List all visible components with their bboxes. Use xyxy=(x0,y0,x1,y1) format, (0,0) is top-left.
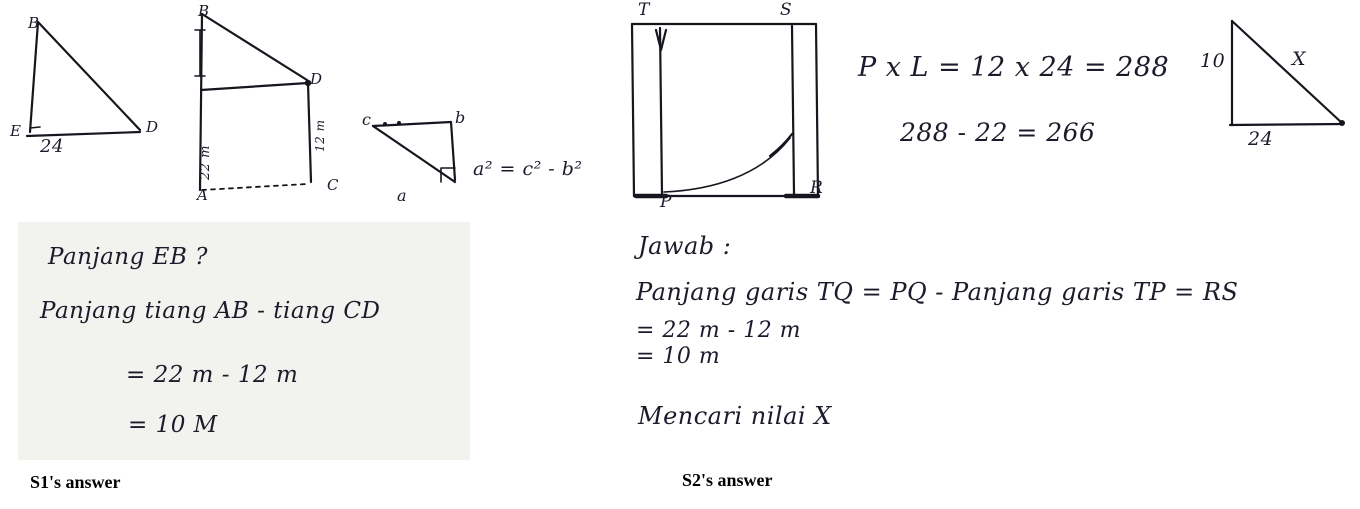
s2-tri-base-label-24: 24 xyxy=(1248,128,1274,150)
s2-rect-vertex-r: R xyxy=(810,178,824,198)
s1-answer-line-4: = 10 M xyxy=(128,412,218,438)
s2-answer-line-4: = 10 m xyxy=(636,344,721,369)
s1-answer-line-3: = 22 m - 12 m xyxy=(126,362,299,388)
s1-answer-line-1: Panjang EB ? xyxy=(48,244,208,270)
s1-answer-region xyxy=(18,222,470,460)
s2-answer-panel xyxy=(600,0,1360,509)
s2-calc-line-1: P x L = 12 x 24 = 288 xyxy=(858,52,1170,83)
s2-triangle-figure xyxy=(1200,5,1360,145)
s2-rectangle-figure xyxy=(620,10,840,210)
s1-trap-vertex-a: A xyxy=(197,186,209,204)
s2-tri-vertical-label-10: 10 xyxy=(1200,50,1226,72)
s1-pythagoras-formula: a² = c² - b² xyxy=(473,158,583,180)
s2-rect-vertex-t: T xyxy=(638,0,650,20)
s1-rt-vertex-c: c xyxy=(362,110,372,129)
s1-trap-left-length-22m: 22 m xyxy=(198,144,213,180)
s1-vertex-label-e: E xyxy=(10,122,22,140)
s2-answer-line-1: Jawab : xyxy=(638,232,732,260)
s1-vertex-label-b: B xyxy=(28,14,40,32)
s1-caption: S1's answer xyxy=(30,472,121,492)
s2-caption: S2's answer xyxy=(682,470,773,490)
s2-calc-line-2: 288 - 22 = 266 xyxy=(900,118,1096,147)
s2-tri-hypotenuse-label-x: X xyxy=(1292,48,1307,70)
s1-trap-right-length-12m: 12 m xyxy=(313,119,327,152)
s1-vertex-label-d: D xyxy=(146,118,159,136)
s1-answer-panel xyxy=(0,0,600,509)
s2-rect-vertex-p: P xyxy=(660,192,672,212)
s1-trap-vertex-c: C xyxy=(327,176,339,194)
s1-base-length-24: 24 xyxy=(40,136,64,157)
s1-rt-vertex-b: b xyxy=(455,108,466,127)
s2-answer-line-5: Mencari nilai X xyxy=(638,402,832,430)
s1-right-triangle-figure xyxy=(355,100,495,210)
s1-answer-line-2: Panjang tiang AB - tiang CD xyxy=(40,298,381,324)
s2-answer-line-2: Panjang garis TQ = PQ - Panjang garis TP = RS xyxy=(636,278,1239,306)
s2-rect-vertex-s: S xyxy=(780,0,793,20)
s1-trap-vertex-b: B xyxy=(198,2,210,20)
s1-rt-vertex-a: a xyxy=(397,186,408,205)
s2-answer-line-3: = 22 m - 12 m xyxy=(636,318,802,343)
s1-trap-vertex-d: D xyxy=(310,70,323,88)
